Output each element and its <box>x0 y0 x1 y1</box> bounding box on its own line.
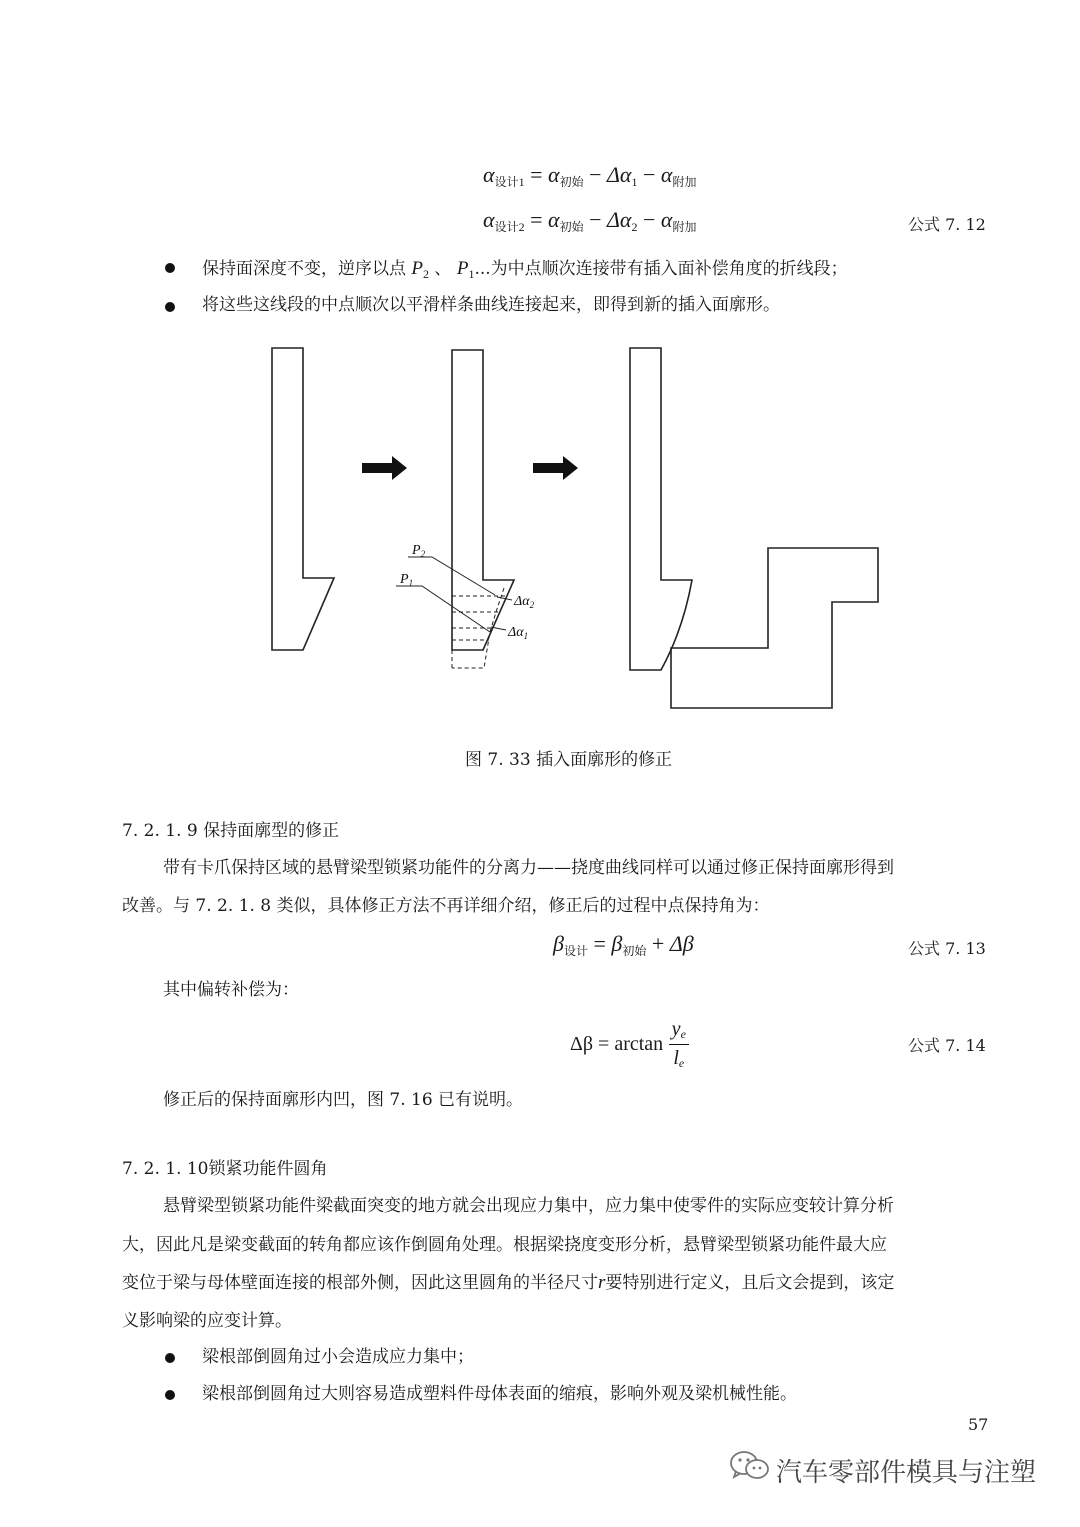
paragraph-concave-note: 修正后的保持面廓形内凹，图 7. 16 已有说明。 <box>163 1090 524 1110</box>
equation-label-7-13: 公式 7. 13 <box>908 939 986 958</box>
bullet-dot <box>165 263 175 273</box>
hook-shape-corrected <box>630 348 692 670</box>
label-p1: $P_1$ <box>400 572 414 588</box>
bullet-dot <box>165 1390 175 1400</box>
leader-line-p1 <box>396 586 490 632</box>
formula-delta-beta: Δβ = arctan $\frac{y_e}{l_e}$ <box>570 1018 689 1071</box>
arrow-right-icon <box>533 456 578 480</box>
page-number: 57 <box>968 1415 989 1434</box>
equation-label-7-12: 公式 7. 12 <box>908 215 986 234</box>
bullet-text-polyline: 保持面深度不变，逆序以点 $P_2$ 、 $P_1$...为中点顺次连接带有插入面补偿角度的折线段； <box>202 258 848 281</box>
formula-alpha-design2: $\alpha_{设计2} = \alpha_{初始} - \Delta\alpha_2 - \alpha_{附加}$ <box>483 207 697 234</box>
label-p2: $P_2$ <box>412 543 426 559</box>
bullet-text-spline: 将这些这线段的中点顺次以平滑样条曲线连接起来，即得到新的插入面廓形。 <box>202 295 780 315</box>
formula-alpha-design1: $\alpha_{设计1} = \alpha_{初始} - \Delta\alpha_1 - \alpha_{附加}$ <box>483 162 697 189</box>
bullet-dot <box>165 1353 175 1363</box>
paragraph-line: 悬臂梁型锁紧功能件梁截面突变的地方就会出现应力集中，应力集中使零件的实际应变较计算分析 <box>163 1196 894 1216</box>
paragraph-line: 义影响梁的应变计算。 <box>122 1311 292 1331</box>
formula-beta-design: $\beta_{设计} = \beta_{初始} + \Delta\beta$ <box>553 931 694 958</box>
section-heading-7-2-1-9: 7. 2. 1. 9 保持面廓型的修正 <box>122 821 340 841</box>
bullet-text-small-fillet: 梁根部倒圆角过小会造成应力集中； <box>202 1347 474 1367</box>
figure-insertion-profile <box>0 330 1080 730</box>
paragraph-line: 大，因此凡是梁变截面的转角都应该作倒圆角处理。根据梁挠度变形分析，悬臂梁型锁紧功能件最大应 <box>122 1235 887 1255</box>
bullet-text-large-fillet: 梁根部倒圆角过大则容易造成塑料件母体表面的缩痕，影响外观及梁机械性能。 <box>202 1384 797 1404</box>
paragraph-line: 改善。与 7. 2. 1. 8 类似，具体修正方法不再详细介绍，修正后的过程中点保持角为： <box>122 896 770 916</box>
label-delta-alpha-1: $\Delta\alpha_1$ <box>508 625 529 641</box>
wechat-icon <box>728 1448 772 1484</box>
label-delta-alpha-2: $\Delta\alpha_2$ <box>514 594 535 610</box>
paragraph-line: 带有卡爪保持区域的悬臂梁型锁紧功能件的分离力——挠度曲线同样可以通过修正保持面廓形得到 <box>163 858 894 878</box>
watermark-text: 汽车零部件模具与注塑 <box>776 1458 1037 1488</box>
mold-shape <box>671 548 878 708</box>
figure-caption: 图 7. 33 插入面廓形的修正 <box>465 750 673 770</box>
section-heading-7-2-1-10: 7. 2. 1. 10锁紧功能件圆角 <box>122 1159 328 1179</box>
arrow-right-icon <box>362 456 407 480</box>
hook-shape-segmented <box>452 350 514 650</box>
paragraph-deflection-comp: 其中偏转补偿为： <box>163 980 299 1000</box>
paragraph-line: 变位于梁与母体壁面连接的根部外侧，因此这里圆角的半径尺寸r要特别进行定义，且后文会提到，该定 <box>122 1272 895 1293</box>
bullet-dot <box>165 302 175 312</box>
equation-label-7-14: 公式 7. 14 <box>908 1036 986 1055</box>
hook-shape-original <box>272 348 334 650</box>
